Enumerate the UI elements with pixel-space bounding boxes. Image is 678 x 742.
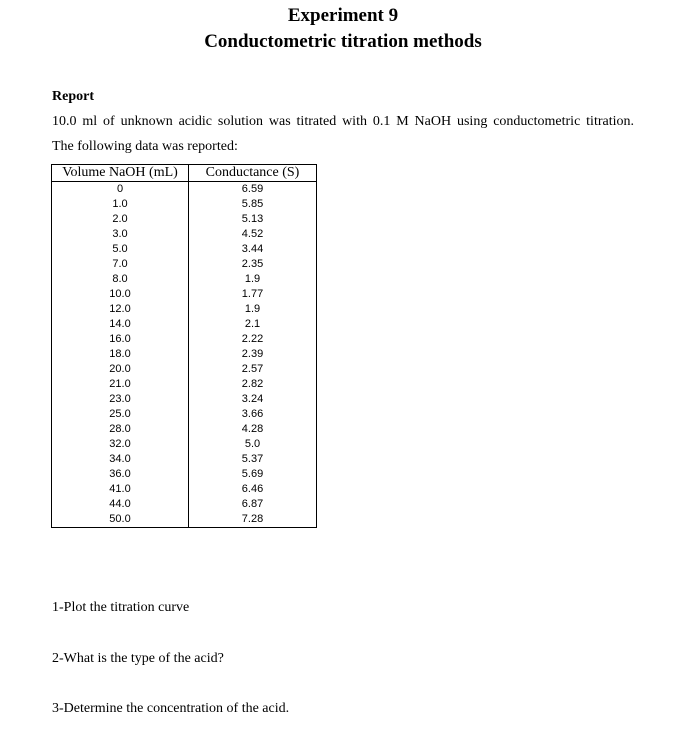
column-header-volume: Volume NaOH (mL) <box>52 165 189 182</box>
table-row <box>52 212 317 227</box>
cell-conductance: 6.87 <box>189 497 317 512</box>
cell-conductance: 2.22 <box>189 332 317 347</box>
table-row <box>52 497 317 512</box>
table-row <box>52 272 317 287</box>
table-row <box>52 257 317 272</box>
cell-volume: 1.0 <box>52 197 189 212</box>
cell-volume: 12.0 <box>52 302 189 317</box>
cell-volume: 32.0 <box>52 437 189 452</box>
cell-conductance: 6.46 <box>189 482 317 497</box>
cell-volume: 7.0 <box>52 257 189 272</box>
cell-volume: 0 <box>52 182 189 198</box>
cell-volume: 8.0 <box>52 272 189 287</box>
question-1: 1-Plot the titration curve <box>52 600 190 615</box>
cell-volume: 44.0 <box>52 497 189 512</box>
table-row <box>52 317 317 332</box>
question-2: 2-What is the type of the acid? <box>52 651 224 666</box>
table-body <box>52 182 317 528</box>
table-row <box>52 392 317 407</box>
page-subtitle: Conductometric titration methods <box>204 31 482 52</box>
cell-conductance: 5.13 <box>189 212 317 227</box>
cell-volume: 34.0 <box>52 452 189 467</box>
table-row <box>52 332 317 347</box>
cell-volume: 23.0 <box>52 392 189 407</box>
table-row <box>52 467 317 482</box>
table-row <box>52 347 317 362</box>
cell-volume: 20.0 <box>52 362 189 377</box>
cell-volume: 18.0 <box>52 347 189 362</box>
cell-conductance: 2.57 <box>189 362 317 377</box>
table-row <box>52 287 317 302</box>
cell-conductance: 3.44 <box>189 242 317 257</box>
cell-volume: 10.0 <box>52 287 189 302</box>
cell-volume: 50.0 <box>52 512 189 528</box>
cell-conductance: 3.24 <box>189 392 317 407</box>
cell-conductance: 4.52 <box>189 227 317 242</box>
cell-volume: 14.0 <box>52 317 189 332</box>
cell-conductance: 5.0 <box>189 437 317 452</box>
cell-volume: 36.0 <box>52 467 189 482</box>
cell-volume: 21.0 <box>52 377 189 392</box>
table-row <box>52 482 317 497</box>
titration-data-table <box>51 164 317 528</box>
cell-conductance: 5.85 <box>189 197 317 212</box>
table-row <box>52 197 317 212</box>
cell-conductance: 2.82 <box>189 377 317 392</box>
cell-volume: 25.0 <box>52 407 189 422</box>
cell-volume: 5.0 <box>52 242 189 257</box>
cell-conductance: 4.28 <box>189 422 317 437</box>
table-header-row <box>52 165 317 182</box>
cell-volume: 16.0 <box>52 332 189 347</box>
table-row <box>52 362 317 377</box>
table-row <box>52 182 317 198</box>
cell-conductance: 5.69 <box>189 467 317 482</box>
report-intro-text: 10.0 ml of unknown acidic solution was titrated with 0.1 M NaOH using conductometric titration. <box>52 114 634 129</box>
cell-conductance: 7.28 <box>189 512 317 528</box>
cell-conductance: 5.37 <box>189 452 317 467</box>
cell-conductance: 2.1 <box>189 317 317 332</box>
page-title: Experiment 9 <box>287 5 399 26</box>
table-row <box>52 452 317 467</box>
cell-conductance: 1.9 <box>189 272 317 287</box>
cell-conductance: 2.35 <box>189 257 317 272</box>
cell-conductance: 6.59 <box>189 182 317 198</box>
cell-conductance: 1.9 <box>189 302 317 317</box>
table-row <box>52 377 317 392</box>
table-row <box>52 512 317 528</box>
question-3: 3-Determine the concentration of the acid. <box>52 701 290 716</box>
table-row <box>52 422 317 437</box>
cell-volume: 2.0 <box>52 212 189 227</box>
report-data-lead-in: The following data was reported: <box>52 139 238 154</box>
column-header-conductance: Conductance (S) <box>189 165 317 182</box>
cell-volume: 28.0 <box>52 422 189 437</box>
cell-conductance: 3.66 <box>189 407 317 422</box>
report-heading: Report <box>52 89 94 104</box>
table-row <box>52 302 317 317</box>
table-row <box>52 227 317 242</box>
cell-volume: 41.0 <box>52 482 189 497</box>
cell-volume: 3.0 <box>52 227 189 242</box>
cell-conductance: 2.39 <box>189 347 317 362</box>
table-row <box>52 407 317 422</box>
cell-conductance: 1.77 <box>189 287 317 302</box>
table-row <box>52 242 317 257</box>
table-row <box>52 437 317 452</box>
